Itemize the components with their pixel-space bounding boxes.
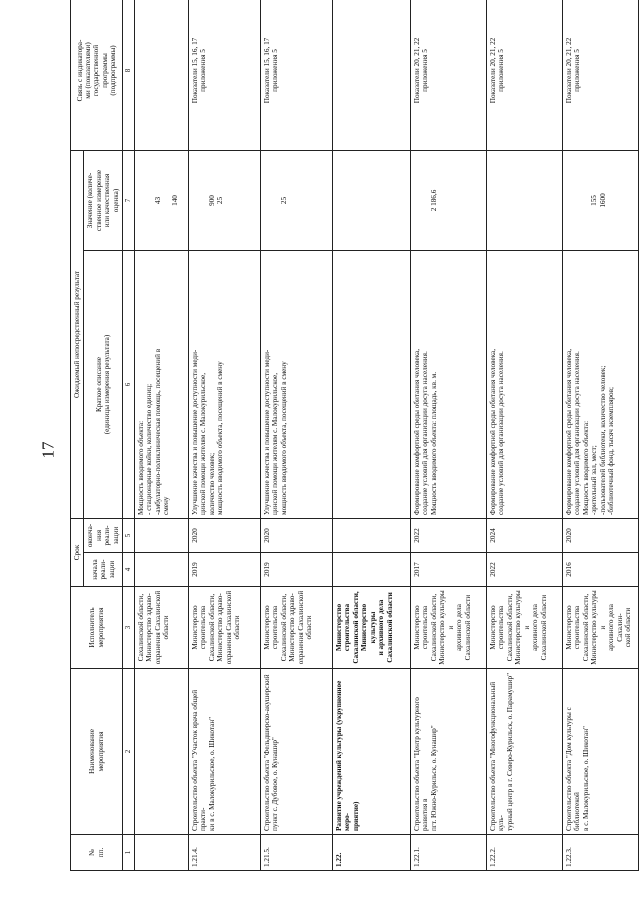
table-row (410, 0, 486, 871)
row-end: 2020 (260, 518, 332, 552)
row-value: 900 25 (188, 150, 260, 250)
row-num (134, 835, 188, 871)
row-start (332, 553, 410, 587)
row-executor: Министерство строительства Сахалинской области, Министерство здраво- охранения Сахалинской области (188, 587, 260, 669)
row-end (332, 518, 410, 552)
header-start: начала реали- зации (84, 553, 123, 587)
row-link (134, 0, 188, 150)
row-value (332, 150, 410, 250)
header-result: Ожидаемый непосредственный результат (71, 150, 84, 518)
row-name (134, 669, 188, 835)
row-end: 2020 (188, 518, 260, 552)
row-name: Строительство объекта "Многофункциональный куль- турный центр в г. Северо-Курильск, о. Парамушир" (486, 669, 562, 835)
row-num: 1.22.2. (486, 835, 562, 871)
row-end: 2024 (486, 518, 562, 552)
table-row (260, 0, 332, 871)
header-end: оконча- ния реали- зации (84, 518, 123, 552)
row-end: 2022 (410, 518, 486, 552)
header-term: Срок (71, 518, 84, 586)
row-name: Развитие учреждений культуры (укрупненное меро- приятие) (332, 669, 410, 835)
header-executor: Исполнитель мероприятия (71, 587, 123, 669)
row-value (486, 150, 562, 250)
col-index-5: 5 (123, 518, 134, 552)
row-start: 2019 (188, 553, 260, 587)
row-link: Показатели 20, 21, 22 приложения 5 (410, 0, 486, 150)
row-value: 2 186,6 (410, 150, 486, 250)
row-description (332, 250, 410, 518)
row-start: 2016 (562, 553, 638, 587)
row-executor: Министерство строительства Сахалинской области, Министерство культуры и архивного дела Сахалин- ской области (562, 587, 638, 669)
row-description: Улучшение качества и повышение доступности меди- цинской помощи жителям с. Малокурильское, мощность вводимого объекта, посещений в смену (260, 250, 332, 518)
row-description: Формирование комфортной среды обитания человека, создание условий для организации досуга населения. (486, 250, 562, 518)
row-value: 155 1600 (562, 150, 638, 250)
row-num: 1.21.5. (260, 835, 332, 871)
row-value: 25 (260, 150, 332, 250)
col-index-8: 8 (123, 0, 134, 150)
row-link: Показатели 20, 21, 22 приложения 5 (486, 0, 562, 150)
col-index-7: 7 (123, 150, 134, 250)
row-num: 1.22. (332, 835, 410, 871)
row-description: Формирование комфортной среды обитания человека, создание условий для организации досуга населения. Мощность вводимого объекта: -зрительный зал, мест; -пользователей библиотеки, количество человек; -библиотечный фонд, тысяч экземпляров; (562, 250, 638, 518)
row-executor: Сахалинской области, Министерство здраво- охранения Сахалинской области (134, 587, 188, 669)
row-num: 1.22.1. (410, 835, 486, 871)
row-end (134, 518, 188, 552)
row-description: Мощность вводимого объекта: - стационарные койки, количество единиц; -амбулаторно-поликлиническая помощь, посещений в смену (134, 250, 188, 518)
row-num: 1.21.4. (188, 835, 260, 871)
table-row (332, 0, 410, 871)
table-row (188, 0, 260, 871)
row-start: 2019 (260, 553, 332, 587)
row-executor: Министерство строительства Сахалинской области, Министерство здраво- охранения Сахалинской области (260, 587, 332, 669)
row-name: Строительство объекта "Дом культуры с библиотекой в с. Малокурильское, о. Шикотан" (562, 669, 638, 835)
measures-table (70, 0, 639, 871)
row-start: 2017 (410, 553, 486, 587)
row-name: Строительство объекта "Центр культурного развития в пгт. Южно-Курильск, о. Кунашир" (410, 669, 486, 835)
row-description: Формирование комфортной среды обитания человека, создание условий для организации досуга населения. Мощность вводимого объекта: площадь, кв. м. (410, 250, 486, 518)
row-link (332, 0, 410, 150)
page-number: 17 (38, 441, 58, 459)
row-link: Показатели 15, 16, 17 приложения 5 (260, 0, 332, 150)
col-index-4: 4 (123, 553, 134, 587)
row-end: 2020 (562, 518, 638, 552)
row-name: Строительство объекта "Участок врача общей практи- ки в с. Малокурильское, о. Шикотан" (188, 669, 260, 835)
header-name: Наименование мероприятия (71, 669, 123, 835)
table-row (486, 0, 562, 871)
row-link: Показатели 20, 21, 22 приложения 5 (562, 0, 638, 150)
row-num: 1.22.3. (562, 835, 638, 871)
header-value: Значение (количе- ственное измерение или качественная оценка) (84, 150, 123, 250)
col-index-2: 2 (123, 669, 134, 835)
header-num: № пп. (71, 835, 123, 871)
row-link: Показатели 15, 16, 17 приложения 5 (188, 0, 260, 150)
row-executor: Министерство строительства Сахалинской области, Министерство культуры и архивного дела Сахалинской области (332, 587, 410, 669)
col-index-6: 6 (123, 250, 134, 518)
row-executor: Министерство строительства Сахалинской области, Министерство культуры и архивного дела Сахалинской области (410, 587, 486, 669)
row-start: 2022 (486, 553, 562, 587)
rotated-table-container (70, 0, 633, 871)
header-link: Связь с индикатора- ми (показателями) государственной программы (подпрограммы) (71, 0, 123, 150)
row-name: Строительство объекта "Фельдшерско-акушерский пункт с. Дубовое, о. Кунашир" (260, 669, 332, 835)
header-description: Краткое описание (единицы измерения результата) (84, 250, 123, 518)
row-start (134, 553, 188, 587)
table-row (562, 0, 638, 871)
row-description: Улучшение качества и повышение доступности меди- цинской помощи жителям с. Малокурильское, количество человек; мощность вводимого объекта, посещений в смену (188, 250, 260, 518)
col-index-3: 3 (123, 587, 134, 669)
table-row (134, 0, 188, 871)
row-executor: Министерство строительства Сахалинской области, Министерство культуры и архивного дела Сахалинской области (486, 587, 562, 669)
row-value: 43 140 (134, 150, 188, 250)
col-index-1: 1 (123, 835, 134, 871)
